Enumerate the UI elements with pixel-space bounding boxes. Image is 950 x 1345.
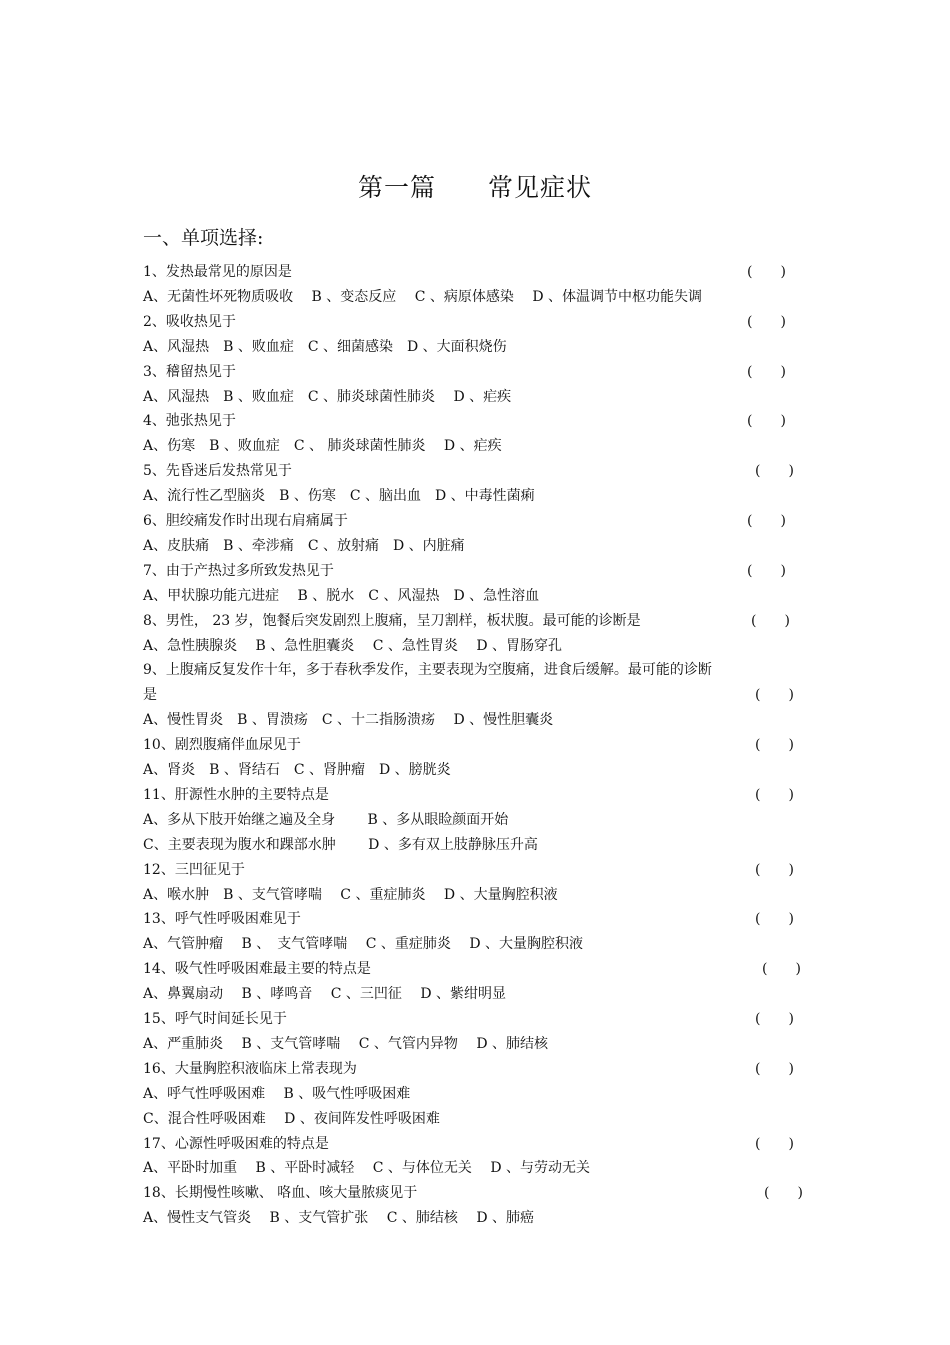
options-line: A、风湿热 B 、败血症 C 、细菌感染 D 、大面积烧伤: [143, 338, 507, 355]
question-12: 12、三凹征见于: [143, 861, 245, 878]
options-line: A、慢性支气管炎 B 、支气管扩张 C 、肺结核 D 、肺癌: [143, 1210, 535, 1227]
options-line: A、喉水肿 B 、支气管哮喘 C 、重症肺炎 D 、大量胸腔积液: [143, 886, 558, 903]
question-18: 18、长期慢性咳嗽、 咯血、咳大量脓痰见于: [143, 1185, 418, 1202]
answer-blank: ( ): [747, 363, 786, 380]
answer-blank: ( ): [747, 413, 786, 430]
answer-blank: ( ): [747, 264, 786, 280]
answer-blank: ( ): [755, 737, 794, 754]
options-line: A、甲状腺功能亢进症 B 、脱水 C 、风湿热 D 、急性溶血: [143, 587, 540, 604]
options-line: A、鼻翼扇动 B 、哮鸣音 C 、三凹征 D 、紫绀明显: [143, 986, 507, 1003]
answer-blank: ( ): [747, 513, 786, 529]
answer-blank: ( ): [747, 562, 786, 579]
answer-blank: ( ): [755, 861, 794, 878]
answer-blank: ( ): [751, 612, 790, 629]
question-3: 3、稽留热见于: [143, 363, 236, 380]
question-6: 6、胆绞痛发作时出现右肩痛属于: [143, 513, 348, 529]
options-line: A、伤寒 B 、败血症 C 、 肺炎球菌性肺炎 D 、疟疾: [143, 438, 502, 455]
page-title: 第一篇 常见症状: [357, 173, 592, 202]
options-line: A、流行性乙型脑炎 B 、伤寒 C 、脑出血 D 、中毒性菌痢: [143, 488, 535, 505]
options-line: A、无菌性坏死物质吸收 B 、变态反应 C 、病原体感染 D 、体温调节中枢功能失调: [143, 288, 703, 305]
answer-blank: ( ): [755, 911, 794, 928]
options-line: A、急性胰腺炎 B 、急性胆囊炎 C 、急性胃炎 D 、胃肠穿孔: [143, 637, 563, 654]
section-heading: 一、单项选择:: [143, 227, 264, 249]
options-line: A、肾炎 B 、肾结石 C 、肾肿瘤 D 、膀胱炎: [143, 762, 451, 778]
answer-blank: ( ): [764, 1185, 803, 1202]
question-9: 9、上腹痛反复发作十年，多于春秋季发作，主要表现为空腹痛，进食后缓解。最可能的诊断: [143, 662, 712, 679]
answer-blank: ( ): [747, 313, 786, 330]
question-11: 11、肝源性水肿的主要特点是: [143, 786, 329, 803]
question-14: 14、吸气性呼吸困难最主要的特点是: [143, 961, 371, 978]
question-10: 10、剧烈腹痛伴血尿见于: [143, 737, 301, 754]
question-17: 17、心源性呼吸困难的特点是: [143, 1135, 329, 1152]
question-7: 7、由于产热过多所致发热见于: [143, 562, 334, 579]
question-5: 5、先昏迷后发热常见于: [143, 463, 292, 480]
answer-blank: ( ): [755, 1011, 794, 1027]
answer-blank: ( ): [755, 786, 794, 803]
options-line: A、平卧时加重 B 、平卧时减轻 C 、与体位无关 D 、与劳动无关: [143, 1160, 591, 1177]
question-9-continuation: 是: [143, 687, 157, 704]
question-4: 4、弛张热见于: [143, 413, 236, 430]
options-line: C、主要表现为腹水和踝部水肿 D 、多有双上肢静脉压升高: [143, 836, 538, 853]
answer-blank: ( ): [755, 463, 794, 480]
question-16: 16、大量胸腔积液临床上常表现为: [143, 1060, 357, 1077]
options-line: A、风湿热 B 、败血症 C 、肺炎球菌性肺炎 D 、疟疾: [143, 388, 512, 405]
options-line: A、严重肺炎 B 、支气管哮喘 C 、气管内异物 D 、肺结核: [143, 1035, 549, 1052]
options-line: A、呼气性呼吸困难 B 、吸气性呼吸困难: [143, 1085, 411, 1102]
question-1: 1、发热最常见的原因是: [143, 264, 292, 280]
options-line: A、皮肤痛 B 、牵涉痛 C 、放射痛 D 、内脏痛: [143, 537, 465, 554]
answer-blank: ( ): [755, 1060, 794, 1077]
question-13: 13、呼气性呼吸困难见于: [143, 911, 301, 928]
answer-blank: ( ): [762, 961, 801, 978]
options-line: A、慢性胃炎 B 、胃溃疡 C 、十二指肠溃疡 D 、慢性胆囊炎: [143, 712, 554, 729]
question-2: 2、吸收热见于: [143, 313, 236, 330]
answer-blank: ( ): [755, 687, 794, 704]
answer-blank: ( ): [755, 1135, 794, 1152]
options-line: C、混合性呼吸困难 D 、夜间阵发性呼吸困难: [143, 1110, 440, 1127]
options-line: A、气管肿瘤 B 、 支气管哮喘 C 、重症肺炎 D 、大量胸腔积液: [143, 936, 584, 953]
question-15: 15、呼气时间延长见于: [143, 1011, 287, 1027]
question-8: 8、男性， 23 岁，饱餐后突发剧烈上腹痛，呈刀割样，板状腹。最可能的诊断是: [143, 612, 641, 629]
options-line: A、多从下肢开始继之遍及全身 B 、多从眼睑颜面开始: [143, 811, 509, 828]
